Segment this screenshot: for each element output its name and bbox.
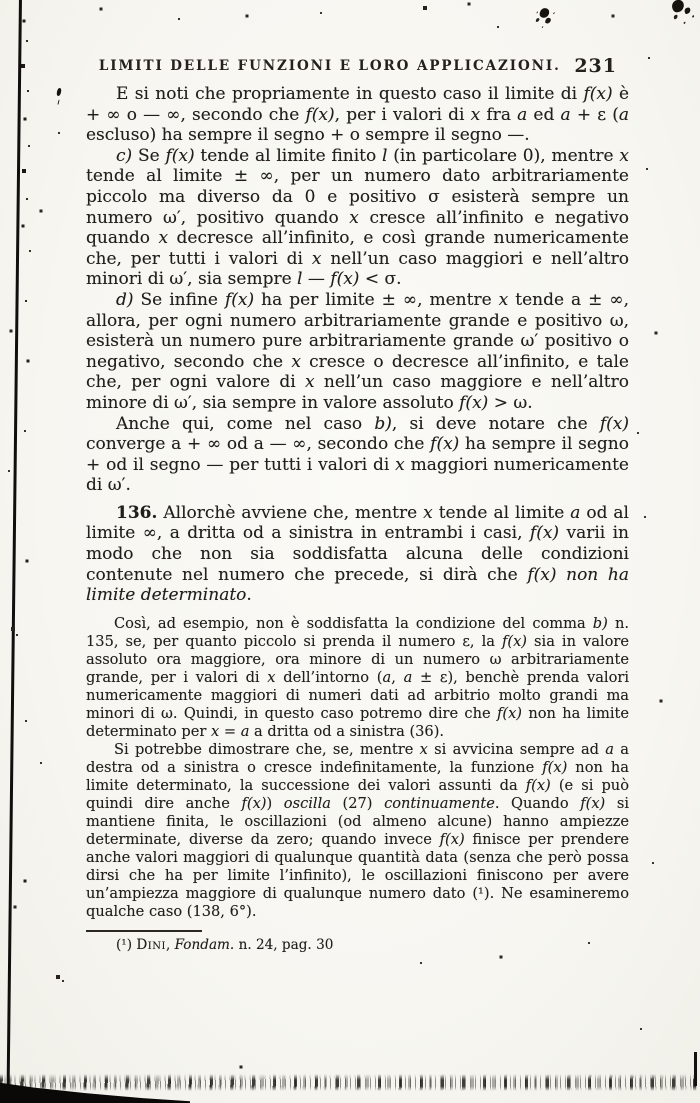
paragraph-case-c: c) Se f(x) tende al limite finito l (in particolare 0), mentre x tende al limite ± ∞, per un numero dato arbitrariamente piccolo ma diverso da 0 e positivo σ esisterà sempre un numero ω′, positivo quando x cresce all’infinito e negativo quando x decresce all’infinito, e così grande numericamente che, per tutti i valori di x nell’un caso maggiori e nell’altro minori di ω′, sia sempre l — f(x) < σ. <box>86 145 629 290</box>
paragraph-case-d: d) Se infine f(x) ha per limite ± ∞, mentre x tende a ± ∞, allora, per ogni numero arbitrariamente grande e positivo ω, esisterà un numero pure arbitrariamente grande ω′ positivo o negativo, secondo che x cresce o decresce all’infinito, e tale che, per ogni valore di x nell’un caso maggiore e nell’altro minore di ω′, sia sempre in valore assoluto f(x) > ω. <box>86 289 629 413</box>
paragraph-section-136: 136. Allorchè avviene che, mentre x tende al limite a od al limite ∞, a dritta od a sinistra in entrambi i casi, f(x) varii in modo che non sia soddisfatta alcuna delle condizioni contenute nel numero che precede, si dirà che f(x) non ha limite determinato. <box>86 502 629 606</box>
running-header-title: LIMITI DELLE FUNZIONI E LORO APPLICAZIONI. <box>98 58 561 74</box>
footnote-marker: (¹) <box>116 936 137 953</box>
footnote-reference: n. 24, pag. 30 <box>234 936 334 953</box>
bottom-right-edge-mark <box>694 1052 697 1086</box>
paragraph-example-n135: Così, ad esempio, non è soddisfatta la condizione del comma b) n. 135, se, per quanto piccolo si prenda il numero ε, la f(x) sia in valore assoluto ora maggiore, ora minore di un numero ω arbitrariamente grande, per i valori di x dell’intorno (a, a ± ε), benchè prenda valori numericamente maggiori di numeri dati ad arbitrio molto grandi ma minori di ω. Quindi, in questo caso potremo dire che f(x) non ha limite determinato per x = a a dritta od a sinistra (36). <box>86 614 630 740</box>
footnote <box>86 937 629 954</box>
binding-edge-line <box>7 0 22 1090</box>
bottom-scan-noise-band <box>0 1074 700 1091</box>
paragraph-oscillation: Si potrebbe dimostrare che, se, mentre x si avvicina sempre ad a a destra od a sinistra o cresce indefinitamente, la funzione f(x) non ha limite determinato, la successione dei valori assunti da f(x) (e si può quindi dire anche f(x)) oscilla (27) continuamente. Quando f(x) si mantiene finita, le oscillazioni (od almeno alcune) hanno ampiezze determinate, diverse da zero; quando invece f(x) finisce per prendere anche valori maggiori di qualunque quantità data (senza che però possa dirsi che ha per limite l’infinito), le oscillazioni finiscono per avere un’ampiezza maggiore di qualunque numero dato (¹). Ne esamineremo qualche caso (138, 6°). <box>86 740 629 920</box>
footnote-author: Dini <box>136 936 166 953</box>
page-number: 231 <box>574 55 617 77</box>
paragraph-intro: E si noti che propriamente in questo caso il limite di f(x) è + ∞ o — ∞, secondo che f(x), per i valori di x fra a ed a + ε (a escluso) ha sempre il segno + o sempre il segno —. <box>86 84 630 146</box>
footnote-separator: , <box>165 936 175 953</box>
running-header <box>86 55 629 77</box>
footnote-work-title: Fondam. <box>174 936 235 953</box>
ink-mark-left-margin <box>56 88 62 97</box>
ink-blotch-top-right <box>671 0 686 13</box>
paragraph-case-b-note: Anche qui, come nel caso b), si deve notare che f(x) converge a + ∞ od a — ∞, secondo che f(x) ha sempre il segno + od il segno — per tutti i valori di x maggiori numericamente di ω′. <box>86 413 629 496</box>
page-body <box>86 84 629 954</box>
footnote-rule <box>86 930 202 932</box>
ink-blotch-top-center <box>539 7 551 19</box>
scan-speckle-noise <box>0 0 2 2</box>
